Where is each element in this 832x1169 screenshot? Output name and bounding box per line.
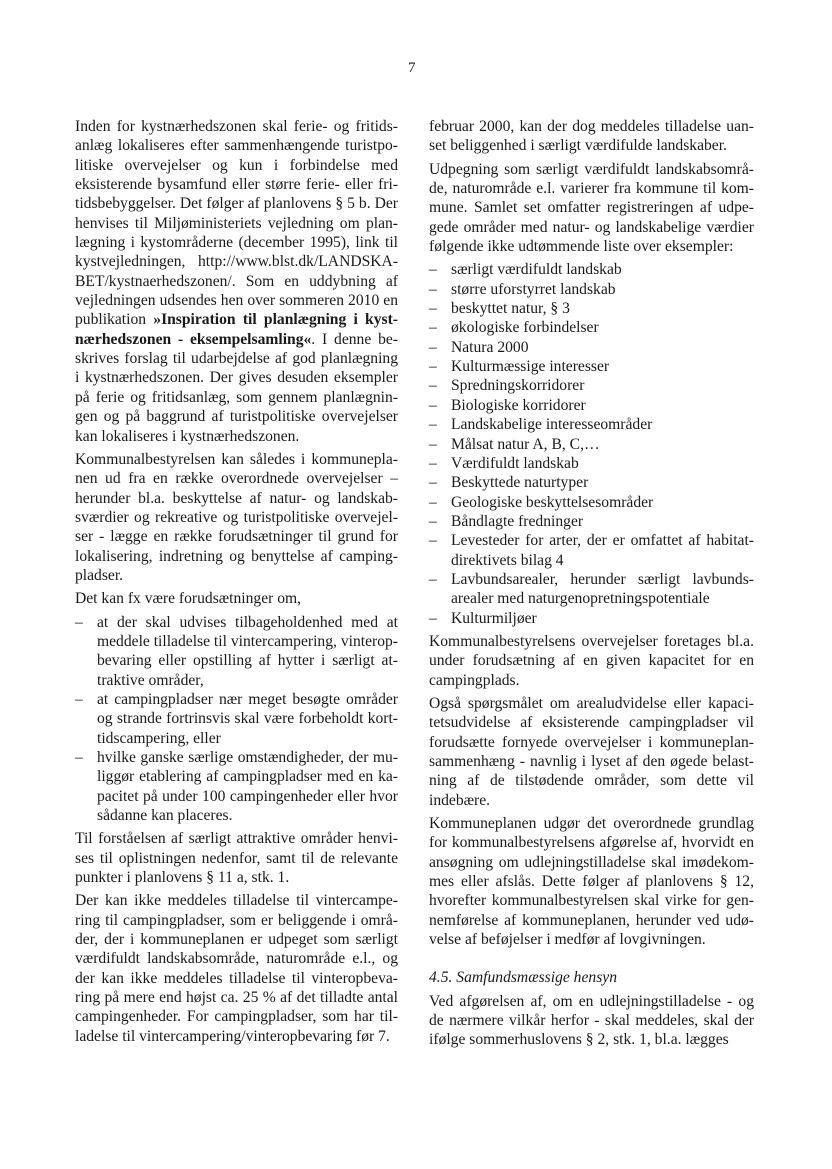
paragraph-afgoerelsen: Ved afgørelsen af, om en udlejningstilladelse - og de nærmere vilkår herfor - skal meddeles, skal der ifølge sommerhuslovens § 2, stk. 1, bl.a. lægges	[429, 992, 754, 1049]
list-item: – at der skal udvises tilbageholdenhed med at meddele tilladelse til vintercampering, vinteropbevaring eller opstilling af hytter i særligt attraktive områder,	[75, 613, 398, 690]
right-column	[429, 117, 754, 1054]
page-number: 7	[408, 60, 416, 76]
eksempler-list	[429, 260, 754, 628]
list-item: – at campingpladser nær meget besøgte områder og strande fortrinsvis skal være forbeholdt korttidscampering, eller	[75, 690, 398, 748]
publication-title: »Inspiration til planlægning i kystnærhedszonen - eksempelsamling«	[75, 311, 398, 348]
paragraph-arealudvidelse: Også spørgsmålet om arealudvidelse eller kapacitetsudvidelse af eksisterende campingpladser vil forudsætte fornyede overvejelser i kommuneplansammenhæng - navnlig i lyset af den øgede belastning af de tilstødende områder, som dette vil indebære.	[429, 694, 754, 809]
paragraph-kapacitet: Kommunalbestyrelsens overvejelser foretages bl.a. under forudsætning af en given kapacitet for en campingplads.	[429, 632, 754, 689]
list-item: – Geologiske beskyttelsesområder	[429, 493, 754, 512]
list-item: – Kulturmæssige interesser	[429, 357, 754, 376]
paragraph-februar-2000: februar 2000, kan der dog meddeles tilladelse uanset beliggenhed i særligt værdifulde landskaber.	[429, 118, 754, 155]
list-item: – Lavbundsarealer, herunder særligt lavbundsarealer med naturgenopretningspotentiale	[429, 570, 754, 609]
list-item: – Båndlagte fredninger	[429, 512, 754, 531]
list-item: – Spredningskorridorer	[429, 376, 754, 395]
left-column	[75, 117, 398, 1050]
forudsaetninger-list	[75, 613, 398, 826]
paragraph-text: Inden for kystnærhedszonen skal ferie- og fritidsanlæg lokaliseres efter sammenhængende turistpolitiske overvejelser og kun i forbindelse med eksisterende bysamfund eller større ferie- eller fritidsbebyggelser. Det følger af planlovens § 5 b. Der henvises til Miljøministeriets vejledning om planlægning i kystområderne (december 1995), link til kystvejledningen, http://www.blst.dk/LANDSKABET/kystnaerhedszonen/. Som en uddybning af vejledningen udsendes hen over sommeren 2010 en publikation	[75, 118, 398, 329]
list-item: – Kulturmiljøer	[429, 609, 754, 628]
paragraph-udpegning: Udpegning som særligt værdifuldt landskabsområde, naturområde e.l. varierer fra kommune til kommune. Samlet set omfatter registreringen af udpegede områder med natur- og landskabelige værdier følgende ikke udtømmende liste over eksempler:	[429, 160, 754, 256]
paragraph-kystnaerhedszonen	[75, 117, 398, 446]
list-item: – beskyttet natur, § 3	[429, 299, 754, 318]
list-item: – Levesteder for arter, der er omfattet af habitatdirektivets bilag 4	[429, 531, 754, 570]
list-item: – særligt værdifuldt landskab	[429, 260, 754, 279]
paragraph-forudsaetninger-intro: Det kan fx være forudsætninger om,	[75, 590, 302, 608]
list-item: – større uforstyrret landskab	[429, 280, 754, 299]
list-item: – Natura 2000	[429, 338, 754, 357]
paragraph-attraktive-omraader: Til forståelsen af særligt attraktive områder henvises til oplistningen nedenfor, samt til de relevante punkter i planlovens § 11 a, stk. 1.	[75, 830, 398, 887]
list-item: – Værdifuldt landskab	[429, 454, 754, 473]
list-item: – Biologiske korridorer	[429, 396, 754, 415]
section-heading: 4.5. Samfundsmæssige hensyn	[429, 969, 617, 987]
paragraph-text: . I denne beskrives forslag til udarbejdelse af god planlægning i kystnærhedszonen. Der gives desuden eksempler på ferie og fritidsanlæg, som gennem planlægningen og på baggrund af turistpolitiske overvejelser kan lokaliseres i kystnærhedszonen.	[75, 330, 398, 445]
list-item: – Beskyttede naturtyper	[429, 473, 754, 492]
list-item: – økologiske forbindelser	[429, 318, 754, 337]
list-item: – Landskabelige interesseområder	[429, 415, 754, 434]
paragraph-kommuneplanen: Kommuneplanen udgør det overordnede grundlag for kommunalbestyrelsens afgørelse af, hvorvidt en ansøgning om udlejningstilladelse skal imødekommes eller afslås. Dette følger af planlovens § 12, hvorefter kommunalbestyrelsen skal virke for gennemførelse af kommuneplanen, herunder ved udøvelse af beføjelser i medfør af lovgivningen.	[429, 815, 754, 949]
paragraph-vintercampering: Der kan ikke meddeles tilladelse til vintercampering til campingpladser, som er beliggende i områder, der i kommuneplanen er udpeget som særligt værdifuldt landskabsområde, naturområde e.l., og der kan ikke meddeles tilladelse til vinteropbevaring på mere end højst ca. 25 % af det tilladte antal campingenheder. For campingpladser, som har tilladelse til vintercampering/vinteropbevaring før 7.	[75, 892, 398, 1045]
paragraph-kommunalbestyrelsen: Kommunalbestyrelsen kan således i kommuneplanen ud fra en række overordnede overvejelser – herunder bl.a. beskyttelse af natur- og landskabsværdier og rekreative og turistpolitiske overvejelser - lægge en række forudsætninger til grund for lokalisering, indretning og benyttelse af campingpladser.	[75, 450, 398, 584]
list-item: – hvilke ganske særlige omstændigheder, der muliggør etablering af campingpladser med en kapacitet på under 100 campingenheder eller hvor sådanne kan placeres.	[75, 748, 398, 825]
list-item: – Målsat natur A, B, C,…	[429, 435, 754, 454]
